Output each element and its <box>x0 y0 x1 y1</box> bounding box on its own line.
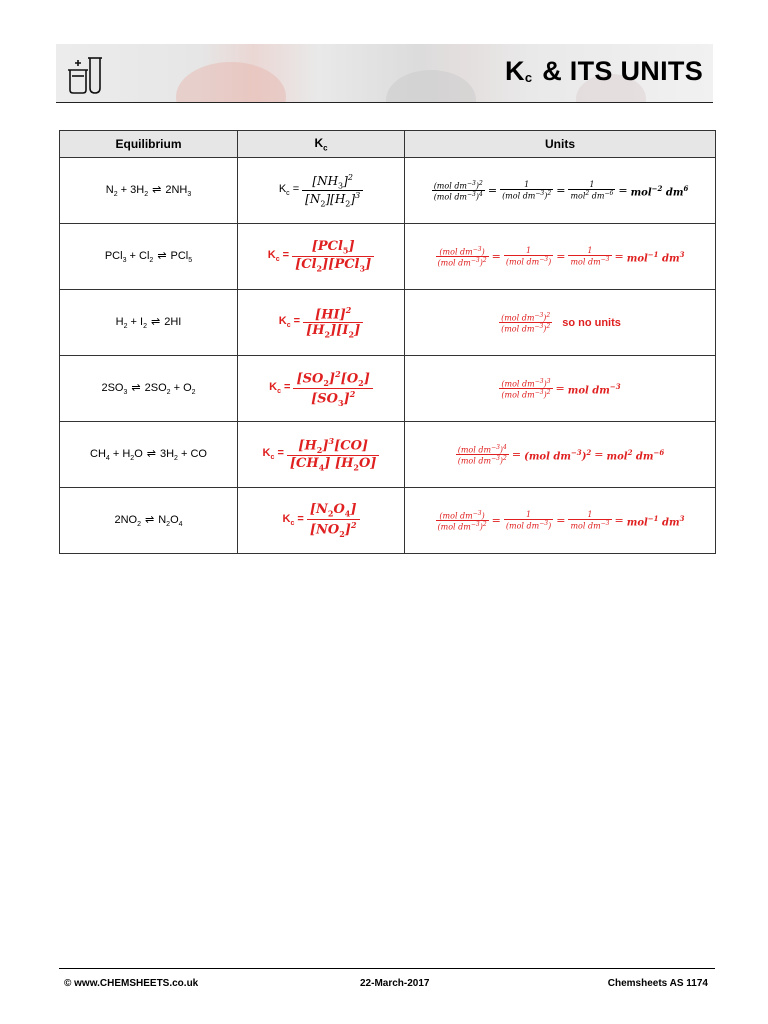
table-row <box>60 158 716 224</box>
units-cell: $\frac{(mol dm^{-3})}{(mol dm^{-3})^2}$ = $\frac{1}{(mol dm^{-3})}$ = $\frac{1}{mol dm^{-3}}$ = mol$^{-1}$ $dm^3$ <box>405 224 716 290</box>
footer-divider <box>59 968 715 969</box>
table-header-row <box>60 131 716 158</box>
footer-date: 22-March-2017 <box>360 978 430 989</box>
table-row <box>60 224 716 290</box>
kc-expression-cell: $K_c$ = $\frac{[SO_2]^2[O_2]}{[SO_3]^2}$ <box>238 356 405 422</box>
kc-label: $K_c$ = <box>262 447 284 462</box>
col-header-kc: $K_c$ <box>238 131 405 158</box>
equilibrium-cell: $2SO_3$ ⇌ $2SO_2 + O_2$ <box>60 356 238 422</box>
table-row <box>60 356 716 422</box>
units-cell: $\frac{(mol dm^{-3})^2}{(mol dm^{-3})^2}$ so no units <box>405 290 716 356</box>
col-header-equilibrium: Equilibrium <box>60 131 238 158</box>
table-row <box>60 290 716 356</box>
banner-decoration <box>176 62 286 103</box>
page-banner <box>56 44 713 103</box>
equilibrium-cell: $H_2 + I_2$ ⇌ 2HI <box>60 290 238 356</box>
table-row <box>60 488 716 554</box>
footer-website-link[interactable]: © www.CHEMSHEETS.co.uk <box>64 978 199 989</box>
kc-expression-cell: $K_c$ = $\frac{[NH_3]^2}{[N_2][H_2]^3}$ <box>238 158 405 224</box>
units-cell: $\frac{(mol dm^{-3})^2}{(mol dm^{-3})^4}$ = $\frac{1}{(mol dm^{-3})^2}$ = $\frac{1}{mol^2 dm^{-6}}$ = mol$^{-2}$ $dm^6$ <box>405 158 716 224</box>
kc-expression-cell: $K_c$ = $\frac{[H_2]^3[CO]}{[CH_4] [H_2O]}$ <box>238 422 405 488</box>
kc-expression-cell: $K_c$ = $\frac{[N_2O_4]}{[NO_2]^2}$ <box>238 488 405 554</box>
footer-reference: Chemsheets AS 1174 <box>607 978 708 989</box>
page-title: $K_c$ & ITS UNITS <box>505 56 703 86</box>
kc-label: $K_c$ = <box>282 513 304 528</box>
no-units-note: so no units <box>562 316 621 329</box>
kc-expression-cell: $K_c$ = $\frac{[HI]^2}{[H_2][I_2]}$ <box>238 290 405 356</box>
beaker-icon <box>64 52 106 96</box>
banner-decoration <box>386 70 476 103</box>
table-row <box>60 422 716 488</box>
kc-table <box>59 130 716 554</box>
kc-label: $K_c$ = <box>267 249 290 264</box>
units-cell: $\frac{(mol dm^{-3})^3}{(mol dm^{-3})^2}$ = mol $dm^{-3}$ <box>405 356 716 422</box>
kc-label: $K_c$ = <box>269 381 291 396</box>
units-cell: $\frac{(mol dm^{-3})^4}{(mol dm^{-3})^2}$ = (mol $dm^{-3})^2$ = mol$^2$ $dm^{-6}$ <box>405 422 716 488</box>
units-cell: $\frac{(mol dm^{-3})}{(mol dm^{-3})^2}$ = $\frac{1}{(mol dm^{-3})}$ = $\frac{1}{mol dm^{-3}}$ = mol$^{-1}$ $dm^3$ <box>405 488 716 554</box>
kc-expression-cell: $K_c$ = $\frac{[PCl_5]}{[Cl_2][PCl_3]}$ <box>238 224 405 290</box>
equilibrium-cell: $2NO_2$ ⇌ $N_2O_4$ <box>60 488 238 554</box>
equilibrium-cell: $N_2 + 3H_2$ ⇌ $2NH_3$ <box>60 158 238 224</box>
kc-label: $K_c$ = <box>278 183 300 198</box>
kc-label: $K_c$ = <box>278 315 301 330</box>
equilibrium-cell: $CH_4 + H_2O$ ⇌ $3H_2$ + CO <box>60 422 238 488</box>
col-header-units: Units <box>405 131 716 158</box>
equilibrium-cell: $PCl_3 + Cl_2$ ⇌ PCl$_5$ <box>60 224 238 290</box>
